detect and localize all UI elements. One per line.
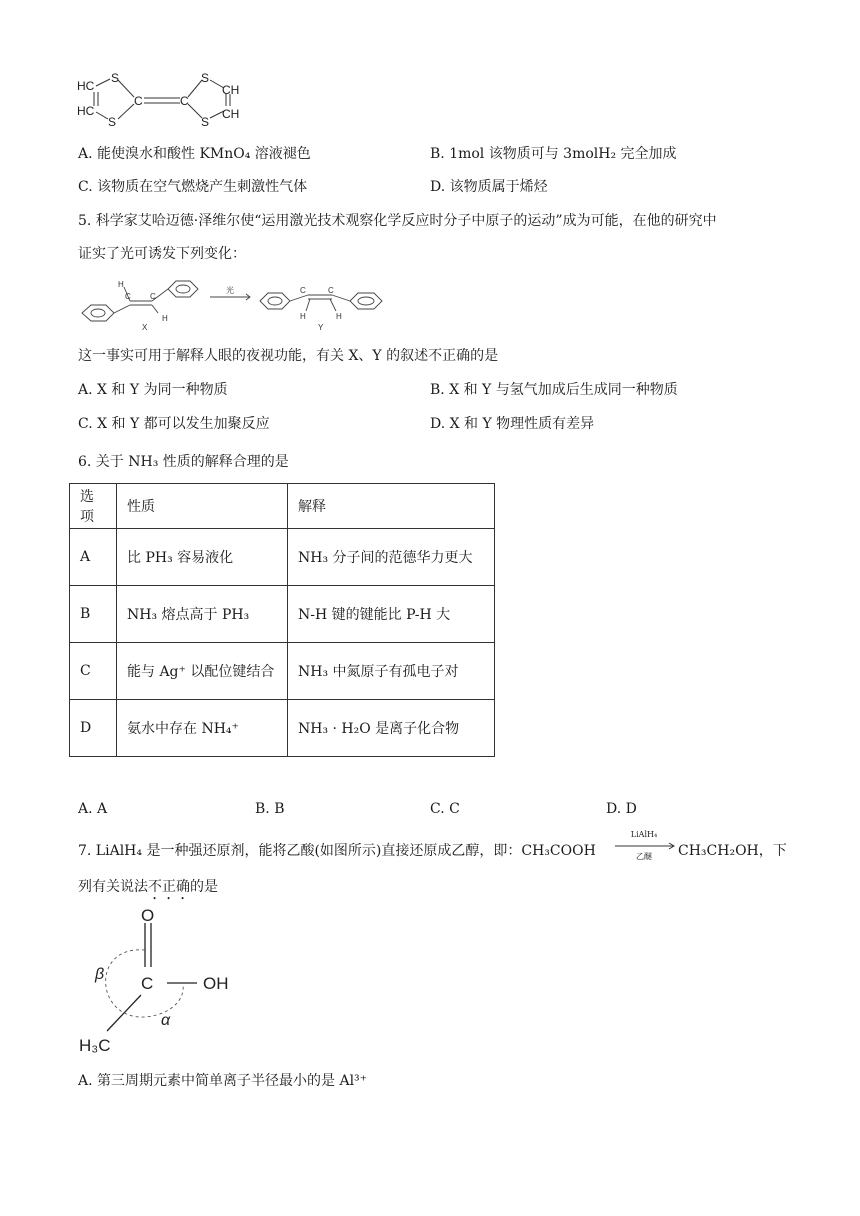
q5-x-c-left: C xyxy=(125,292,131,301)
q5-option-a: A. X 和 Y 为同一种物质 xyxy=(78,382,228,398)
q7-stem-line1-b: CH₃CH₂OH，下 xyxy=(678,843,787,859)
q5-arrow-label: 光 xyxy=(226,286,234,295)
q7-arrow-below: 乙醚 xyxy=(636,852,652,861)
q6-option-c: C. C xyxy=(430,801,460,817)
table-header-cell: 解释 xyxy=(288,484,495,529)
q6-table xyxy=(69,483,495,757)
q5-stem-line1: 5. 科学家艾哈迈德·泽维尔使“运用激光技术观察化学反应时分子中原子的运动”成为可能，在他的研究中 xyxy=(78,213,717,229)
q5-y-h-right: H xyxy=(336,312,342,321)
q5-y-h-left: H xyxy=(300,312,306,321)
q4-c-left: C xyxy=(134,94,143,108)
table-cell: D xyxy=(70,700,117,757)
q7-option-a: A. 第三周期元素中简单离子半径最小的是 Al³⁺ xyxy=(78,1073,368,1089)
table-cell: C xyxy=(70,643,117,700)
q7-atom-h3c: H₃C xyxy=(79,1036,111,1055)
q5-y-c-right: C xyxy=(328,286,334,295)
q4-s-left-bottom: S xyxy=(108,115,117,129)
q5-stem-line2: 证实了光可诱发下列变化： xyxy=(78,246,246,262)
table-row xyxy=(70,529,495,586)
q7-alpha-label: α xyxy=(161,1012,171,1029)
q4-structure-diagram xyxy=(76,70,246,130)
q5-x-h-top: H xyxy=(118,280,124,289)
q5-x-label: X xyxy=(142,323,148,332)
q5-option-d: D. X 和 Y 物理性质有差异 xyxy=(430,416,595,432)
table-cell: NH₃ · H₂O 是离子化合物 xyxy=(288,700,495,757)
table-header-cell: 性质 xyxy=(117,484,288,529)
table-header-row xyxy=(70,484,495,529)
q7-atom-oh: OH xyxy=(203,974,229,993)
q6-option-b: B. B xyxy=(255,801,285,817)
table-row xyxy=(70,586,495,643)
q4-s-right-bottom: S xyxy=(201,115,210,129)
q7-beta-label: β xyxy=(95,966,105,983)
q4-s-left-top: S xyxy=(111,71,120,85)
q6-option-a: A. A xyxy=(78,801,108,817)
q5-question: 这一事实可用于解释人眼的夜视功能，有关 X、Y 的叙述不正确的是 xyxy=(78,348,499,364)
q7-stem-line2-post: 的是 xyxy=(190,879,218,895)
table-cell: NH₃ 熔点高于 PH₃ xyxy=(117,586,288,643)
q4-hc-bottom: HC xyxy=(77,104,95,118)
table-cell: 能与 Ag⁺ 以配位键结合 xyxy=(117,643,288,700)
q5-y-label: Y xyxy=(318,323,324,332)
q4-s-right-top: S xyxy=(201,71,210,85)
q5-reaction-diagram xyxy=(78,275,398,333)
q4-option-d: D. 该物质属于烯烃 xyxy=(430,179,548,195)
q5-option-b: B. X 和 Y 与氢气加成后生成同一种物质 xyxy=(430,382,678,398)
q7-reaction-arrow xyxy=(614,842,676,850)
table-header-cell: 选项 xyxy=(70,484,117,529)
q7-arrow-above: LiAlH₄ xyxy=(630,830,658,839)
q4-option-b: B. 1mol 该物质可与 3molH₂ 完全加成 xyxy=(430,146,677,162)
q7-atom-c: C xyxy=(141,974,154,993)
table-cell: B xyxy=(70,586,117,643)
table-cell: NH₃ 分子间的范德华力更大 xyxy=(288,529,495,586)
table-row xyxy=(70,700,495,757)
q7-stem-line1-a: 7. LiAlH₄ 是一种强还原剂，能将乙酸(如图所示)直接还原成乙醇，即：CH₃COOH xyxy=(78,843,596,859)
q4-ch-bottom: CH xyxy=(222,107,240,121)
q5-option-c: C. X 和 Y 都可以发生加聚反应 xyxy=(78,416,270,432)
q6-stem: 6. 关于 NH₃ 性质的解释合理的是 xyxy=(78,454,289,470)
q4-option-a: A. 能使溴水和酸性 KMnO₄ 溶液褪色 xyxy=(78,146,311,162)
table-row xyxy=(70,643,495,700)
q4-c-right: C xyxy=(180,94,189,108)
acetic-acid-structure xyxy=(75,905,245,1057)
q7-stem-line2-pre: 列有关说法 xyxy=(78,879,148,895)
q5-y-c-left: C xyxy=(300,286,306,295)
table-cell: NH₃ 中氮原子有孤电子对 xyxy=(288,643,495,700)
q5-x-h-bottom: H xyxy=(162,314,168,323)
table-cell: A xyxy=(70,529,117,586)
q4-option-c: C. 该物质在空气燃烧产生刺激性气体 xyxy=(78,179,308,195)
q4-ch-top: CH xyxy=(222,83,240,97)
q7-stem-line2 xyxy=(78,876,218,903)
table-cell: 氨水中存在 NH₄⁺ xyxy=(117,700,288,757)
q7-atom-o: O xyxy=(141,906,155,925)
q6-option-d: D. D xyxy=(606,801,637,817)
q4-hc-top: HC xyxy=(77,79,95,93)
table-cell: 比 PH₃ 容易液化 xyxy=(117,529,288,586)
q7-stem-emphasis: 不正确 xyxy=(148,879,190,895)
q5-x-c-right: C xyxy=(150,292,156,301)
table-cell: N-H 键的键能比 P-H 大 xyxy=(288,586,495,643)
